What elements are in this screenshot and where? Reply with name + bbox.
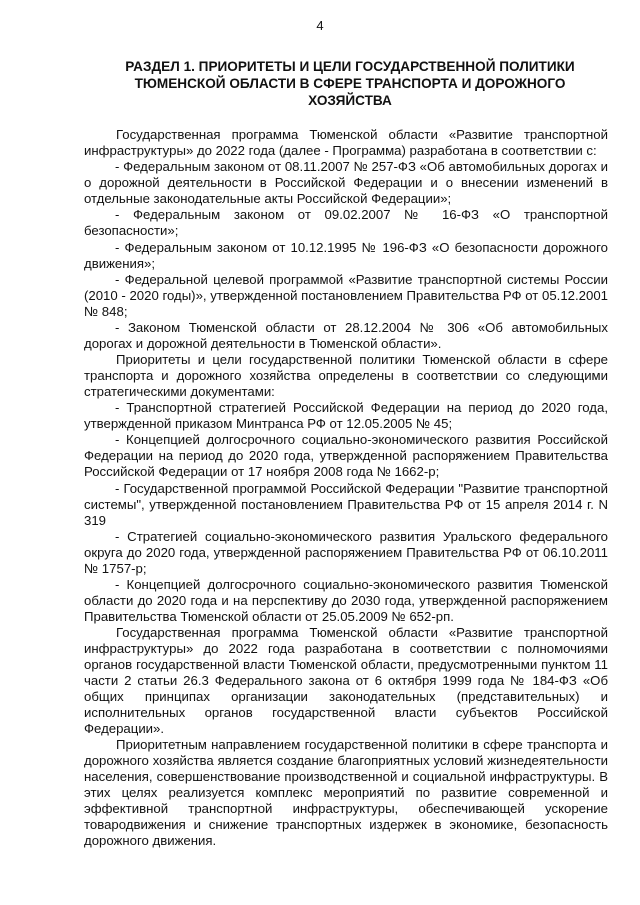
- list-item-federal-law-196: - Федеральным законом от 10.12.1995 № 196-ФЗ «О безопасности дорожного движения»;: [84, 239, 608, 271]
- list-item-transport-strategy: - Транспортной стратегией Российской Федерации на период до 2020 года, утвержденной приказом Минтранса РФ от 12.05.2005 № 45;: [84, 400, 608, 432]
- priority-direction-paragraph: Приоритетным направлением государственной политики в сфере транспорта и дорожного хозяйства является создание благоприятных условий жизнедеятельности населения, совершенствование производственной и социальной инфраструктуры. В этих целях реализуется комплекс мероприятий по развитие современной и эффективной транспортной инфраструктуры, обеспечивающей ускорение товародвижения и снижение транспортных издержек в экономике, безопасность дорожного движения.: [84, 737, 608, 848]
- document-body: [84, 127, 608, 849]
- list-item-rf-concept: - Концепцией долгосрочного социально-экономического развития Российской Федерации на период до 2020 года, утвержденной распоряжением Правительства Российской Федерации от 17 ноября 2008 года № 1662-р;: [84, 432, 608, 480]
- intro-paragraph: Государственная программа Тюменской области «Развитие транспортной инфраструктуры» до 2022 года (далее - Программа) разработана в соответствии с:: [84, 127, 608, 158]
- list-item-ural-strategy: - Стратегией социально-экономического развития Уральского федерального округа до 2020 года, утвержденной распоряжением Правительства РФ от 06.10.2011 № 1757-р;: [84, 528, 608, 576]
- page-number: 4: [316, 18, 324, 33]
- authority-paragraph: Государственная программа Тюменской области «Развитие транспортной инфраструктуры» до 2022 года разработана в соответствии с полномочиями органов государственной власти Тюменской области, предусмотренными пунктом 11 части 2 статьи 26.3 Федерального закона от 6 октября 1999 года № 184-ФЗ «Об общих принципах организации законодательных (представительных) и исполнительных органов государственной власти субъектов Российской Федерации».: [84, 625, 608, 736]
- priorities-paragraph: Приоритеты и цели государственной политики Тюменской области в сфере транспорта и дорожного хозяйства определены в соответствии со следующими стратегическими документами:: [84, 352, 608, 400]
- section-heading: РАЗДЕЛ 1. ПРИОРИТЕТЫ И ЦЕЛИ ГОСУДАРСТВЕННОЙ ПОЛИТИКИ ТЮМЕНСКОЙ ОБЛАСТИ В СФЕРЕ ТРАНСПОРТА И ДОРОЖНОГО ХОЗЯЙСТВА: [125, 59, 575, 108]
- list-item-federal-law-257: - Федеральным законом от 08.11.2007 № 257-ФЗ «Об автомобильных дорогах и о дорожной деятельности в Российской Федерации и о внесении изменений в отдельные законодательные акты Российской Федерации»;: [84, 159, 608, 207]
- list-item-regional-concept: - Концепцией долгосрочного социально-экономического развития Тюменской области до 2020 года и на перспективу до 2030 года, утвержденной распоряжением Правительства Тюменской области от 25.05.2009 № 652-рп.: [84, 576, 608, 624]
- list-item-federal-law-16: - Федеральным законом от 09.02.2007 № 16-ФЗ «О транспортной безопасности»;: [84, 207, 608, 239]
- list-item-state-program: - Государственной программой Российской Федерации "Развитие транспортной системы", утвержденной постановлением Правительства РФ от 15 апреля 2014 г. N 319: [84, 480, 608, 528]
- list-item-regional-law-306: - Законом Тюменской области от 28.12.2004 № 306 «Об автомобильных дорогах и дорожной деятельности в Тюменской области».: [84, 319, 608, 351]
- list-item-federal-program: - Федеральной целевой программой «Развитие транспортной системы России (2010 - 2020 годы)», утвержденной постановлением Правительства РФ от 05.12.2001 № 848;: [84, 271, 608, 319]
